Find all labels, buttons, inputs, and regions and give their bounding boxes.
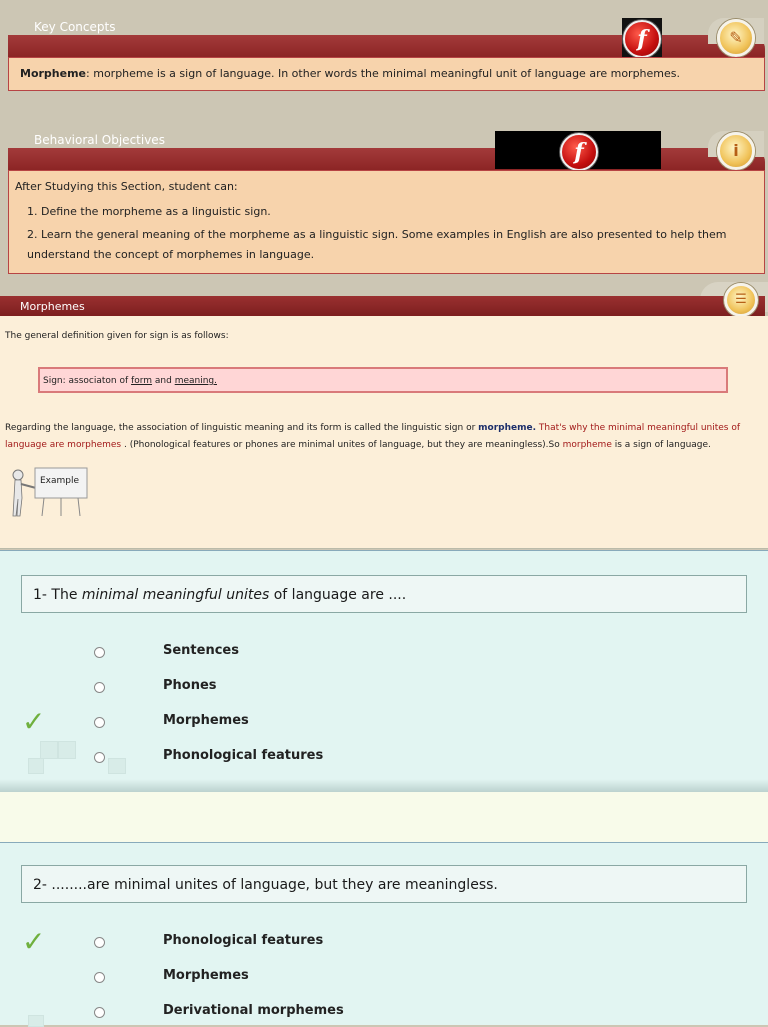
sign-text: and: [152, 376, 175, 386]
question-2: 2- ........are minimal unites of language, but they are meaningless.: [21, 865, 747, 903]
decorative-square: [28, 758, 44, 774]
question-1: [21, 575, 747, 613]
question-text: of language are ....: [269, 587, 407, 603]
objectives-title: Behavioral Objectives: [34, 133, 165, 147]
question-text: 1- The: [33, 587, 82, 603]
page-gap: [0, 792, 768, 842]
key-concepts-term: Morpheme: [20, 67, 87, 80]
flash-player-icon[interactable]: f: [560, 133, 598, 171]
option-label: Morphemes: [163, 713, 249, 728]
paragraph-term: morpheme.: [478, 423, 537, 433]
morphemes-paragraph: [5, 420, 765, 454]
sign-meaning: meaning.: [174, 376, 217, 386]
decorative-square: [40, 741, 58, 759]
key-concepts-title: Key Concepts: [34, 20, 116, 34]
presenter-figure-icon: [8, 466, 98, 522]
objectives-intro: After Studying this Section, student can:: [15, 180, 238, 193]
objectives-item: 2. Learn the general meaning of the morpheme as a linguistic sign. Some examples in English are also presented to help them understand the concept of morphemes in language.: [27, 228, 727, 261]
sign-definition: [43, 376, 217, 386]
question-emphasis: minimal meaningful unites: [81, 587, 270, 603]
key-concepts-text: [20, 67, 680, 80]
paragraph-highlight: morpheme: [562, 440, 612, 450]
info-icon[interactable]: i: [717, 132, 755, 170]
option-label: Phonological features: [163, 933, 324, 948]
option-label: Sentences: [163, 643, 239, 658]
objectives-panel: [8, 170, 765, 274]
sign-text: associaton of: [65, 376, 132, 386]
checkmark-icon: ✓: [22, 705, 46, 738]
radio-button[interactable]: [94, 717, 105, 728]
flash-player-icon[interactable]: f: [623, 20, 661, 58]
paragraph-text: is a sign of language.: [611, 440, 711, 450]
example-button[interactable]: [8, 466, 98, 522]
sign-definition-box: [38, 367, 728, 393]
decorative-square: [58, 741, 76, 759]
paragraph-text: Regarding the language, the association of linguistic meaning and its form is called the linguistic sign or: [5, 423, 479, 433]
example-label: Example: [40, 476, 80, 486]
morphemes-title: Morphemes: [20, 300, 85, 313]
radio-button[interactable]: [94, 1007, 105, 1018]
quiz-panel-1: [0, 550, 768, 793]
radio-button[interactable]: [94, 682, 105, 693]
notes-icon[interactable]: ✎: [717, 19, 755, 57]
radio-button[interactable]: [94, 972, 105, 983]
objectives-item: 1. Define the morpheme as a linguistic sign.: [27, 205, 271, 218]
morphemes-intro: The general definition given for sign is as follows:: [5, 331, 229, 341]
option-label: Derivational morphemes: [163, 1003, 344, 1018]
sign-label: Sign:: [43, 376, 66, 386]
notes-icon[interactable]: ☰: [724, 283, 758, 317]
quiz-shadow: [0, 779, 768, 793]
paragraph-highlight: That's why the minimal meaningful unites of language are morphemes: [5, 423, 741, 450]
radio-button[interactable]: [94, 752, 105, 763]
checkmark-icon: ✓: [22, 925, 46, 958]
morphemes-bar: [0, 296, 765, 316]
key-concepts-definition: : morpheme is a sign of language. In other words the minimal meaningful unit of language are morphemes.: [86, 67, 681, 80]
decorative-square: [28, 1015, 44, 1027]
option-label: Phonological features: [163, 748, 324, 763]
sign-form: form: [131, 376, 153, 386]
decorative-square: [108, 758, 126, 774]
option-label: Phones: [163, 678, 217, 693]
radio-button[interactable]: [94, 937, 105, 948]
key-concepts-panel: [8, 57, 765, 91]
radio-button[interactable]: [94, 647, 105, 658]
morphemes-panel: [0, 316, 768, 549]
option-label: Morphemes: [163, 968, 249, 983]
paragraph-text: . (Phonological features or phones are minimal unites of language, but they are meaningless).So: [121, 440, 563, 450]
quiz-panel-2: [0, 842, 768, 1025]
